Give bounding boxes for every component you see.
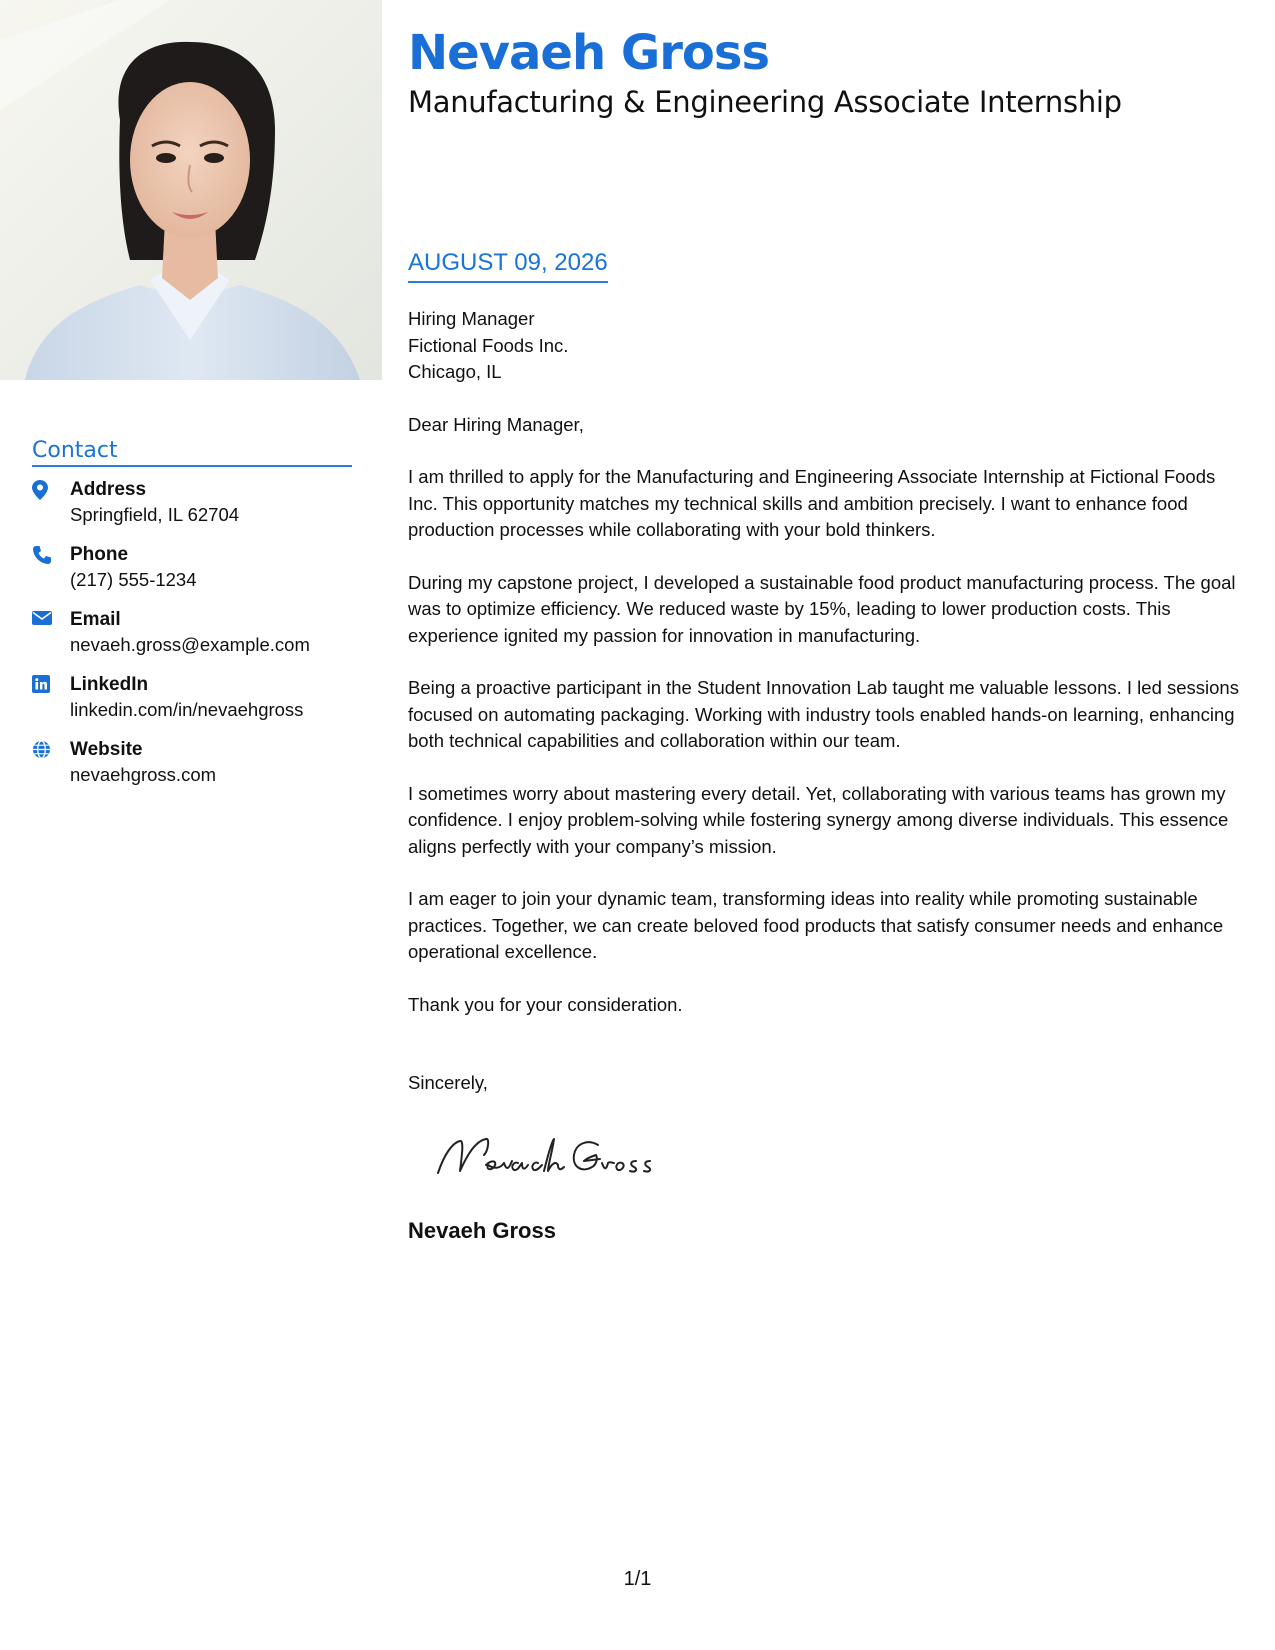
globe-icon [32,737,70,759]
contact-label: Phone [70,544,129,565]
contact-heading: Contact [32,438,352,467]
phone-icon [32,542,70,565]
handwritten-signature [430,1125,670,1195]
contact-item-email [32,607,352,657]
contact-value[interactable]: nevaeh.gross@example.com [70,634,310,655]
contact-label: Address [70,479,147,500]
contact-value[interactable]: linkedin.com/in/nevaehgross [70,699,304,720]
profile-photo [0,0,382,380]
recipient-company: Fictional Foods Inc. [408,334,569,356]
paragraph: Being a proactive participant in the Student Innovation Lab taught me valuable lessons. I led sessions focused on automating packaging. Working with industry tools enabled hands-on learning, enhancing both technical capabilities and collaboration within our team. [408,677,1239,751]
applicant-name: Nevaeh Gross [408,25,770,81]
linkedin-icon [32,672,70,693]
contact-label: LinkedIn [70,674,149,695]
contact-item-address [32,477,352,527]
paragraph: During my capstone project, I developed a sustainable food product manufacturing process. The goal was to optimize efficiency. We reduced waste by 15%, leading to lower production costs. This experience ignited my passion for innovation in manufacturing. [408,571,1236,646]
recipient-title: Hiring Manager [408,308,535,329]
paragraph: I am eager to join your dynamic team, transforming ideas into reality while promoting sustainable practices. Together, we can create beloved food products that satisfy consumer needs and enhance operational excellence. [408,888,1224,962]
letter-date: AUGUST 09, 2026 [408,248,608,283]
contact-item-website [32,737,352,787]
signer-name: Nevaeh Gross [408,1218,556,1243]
recipient-location: Chicago, IL [408,361,502,382]
contact-value[interactable]: nevaehgross.com [70,764,217,785]
paragraph: I sometimes worry about mastering every detail. Yet, collaborating with various teams has grown my confidence. I enjoy problem-solving while fostering synergy among diverse individuals. This essence aligns perfectly with your company’s mission. [408,782,1229,857]
contact-value: Springfield, IL 62704 [70,504,240,525]
salutation: Dear Hiring Manager, [408,413,584,435]
contact-section [32,438,352,802]
contact-value: (217) 555-1234 [70,569,197,590]
page-number: 1/1 [623,1568,652,1590]
envelope-icon [32,607,70,626]
paragraph: Thank you for your consideration. [408,993,683,1015]
contact-label: Website [70,739,143,760]
contact-item-linkedin [32,672,352,722]
closing: Sincerely, [408,1072,488,1093]
contact-item-phone [32,542,352,592]
location-pin-icon [32,477,70,500]
paragraph: I am thrilled to apply for the Manufacturing and Engineering Associate Internship at Fictional Foods Inc. This opportunity matches my technical skills and ambition precisely. I want to enhance food production processes while collaborating with your bold thinkers. [408,466,1216,540]
job-title: Manufacturing & Engineering Associate Internship [408,85,1122,119]
contact-list [32,477,352,787]
contact-label: Email [70,609,121,630]
letter-body [408,306,1243,1097]
recipient-block [408,306,1243,386]
